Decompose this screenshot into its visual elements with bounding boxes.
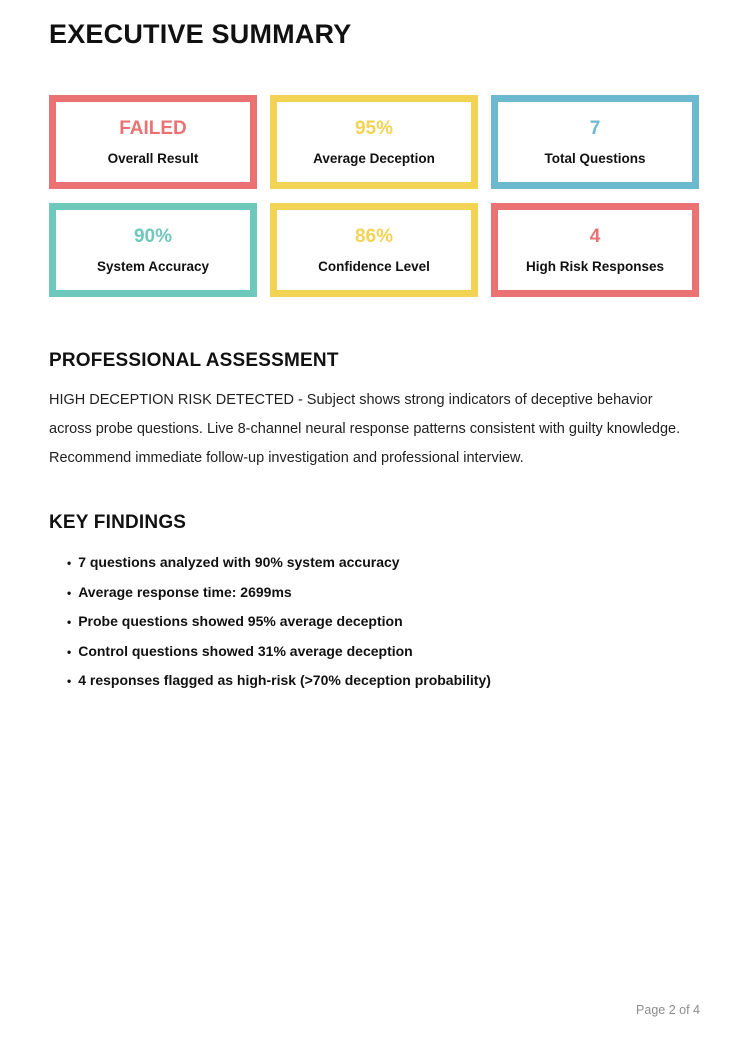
finding-item <box>67 613 699 630</box>
stat-card-high-risk-responses <box>491 203 699 297</box>
stat-value: 4 <box>589 225 601 247</box>
stat-card-system-accuracy <box>49 203 257 297</box>
stat-value: 7 <box>589 117 601 139</box>
bullet-dot: • <box>67 585 72 600</box>
finding-item <box>67 584 699 601</box>
finding-item <box>67 672 699 689</box>
stat-value: 90% <box>133 225 173 247</box>
bullet-dot: • <box>67 615 72 629</box>
key-findings-section <box>49 512 699 689</box>
stat-label: Average Deception <box>313 150 435 166</box>
finding-text: 4 responses flagged as high-risk (>70% deception probability) <box>78 672 491 688</box>
bullet-dot: • <box>67 556 72 570</box>
stat-value: 86% <box>354 225 394 247</box>
finding-item <box>67 643 699 660</box>
bullet-dot: • <box>67 644 72 659</box>
stat-value: 95% <box>354 117 394 139</box>
stat-card-average-deception <box>270 95 478 189</box>
stat-card-total-questions <box>491 95 699 189</box>
key-findings-heading: KEY FINDINGS <box>49 512 187 533</box>
page-title: EXECUTIVE SUMMARY <box>49 19 352 49</box>
finding-text: Average response time: 2699ms <box>78 583 292 600</box>
stat-value: FAILED <box>119 117 187 139</box>
stat-card-confidence-level <box>270 203 478 297</box>
finding-text: 7 questions analyzed with 90% system accuracy <box>78 554 400 570</box>
stat-label: Total Questions <box>544 150 646 166</box>
finding-item <box>67 554 699 571</box>
key-findings-list <box>49 554 699 689</box>
stat-label: System Accuracy <box>96 258 210 274</box>
stat-label: High Risk Responses <box>525 258 665 274</box>
page-number: Page 2 of 4 <box>636 1003 700 1017</box>
finding-text: Control questions showed 31% average deception <box>78 642 413 659</box>
stat-label: Confidence Level <box>318 258 430 274</box>
finding-text: Probe questions showed 95% average deception <box>78 613 403 629</box>
bullet-dot: • <box>67 674 72 688</box>
stat-label: Overall Result <box>107 150 199 166</box>
assessment-heading: PROFESSIONAL ASSESSMENT <box>49 350 339 371</box>
stats-grid <box>49 95 699 297</box>
professional-assessment-section <box>49 350 699 473</box>
stat-card-overall-result <box>49 95 257 189</box>
assessment-body: HIGH DECEPTION RISK DETECTED - Subject shows strong indicators of deceptive behavior across probe questions. Live 8-channel neural response patterns consistent with guilty knowledge. Recommend immediate follow-up investigation and professional interview. <box>49 392 681 466</box>
